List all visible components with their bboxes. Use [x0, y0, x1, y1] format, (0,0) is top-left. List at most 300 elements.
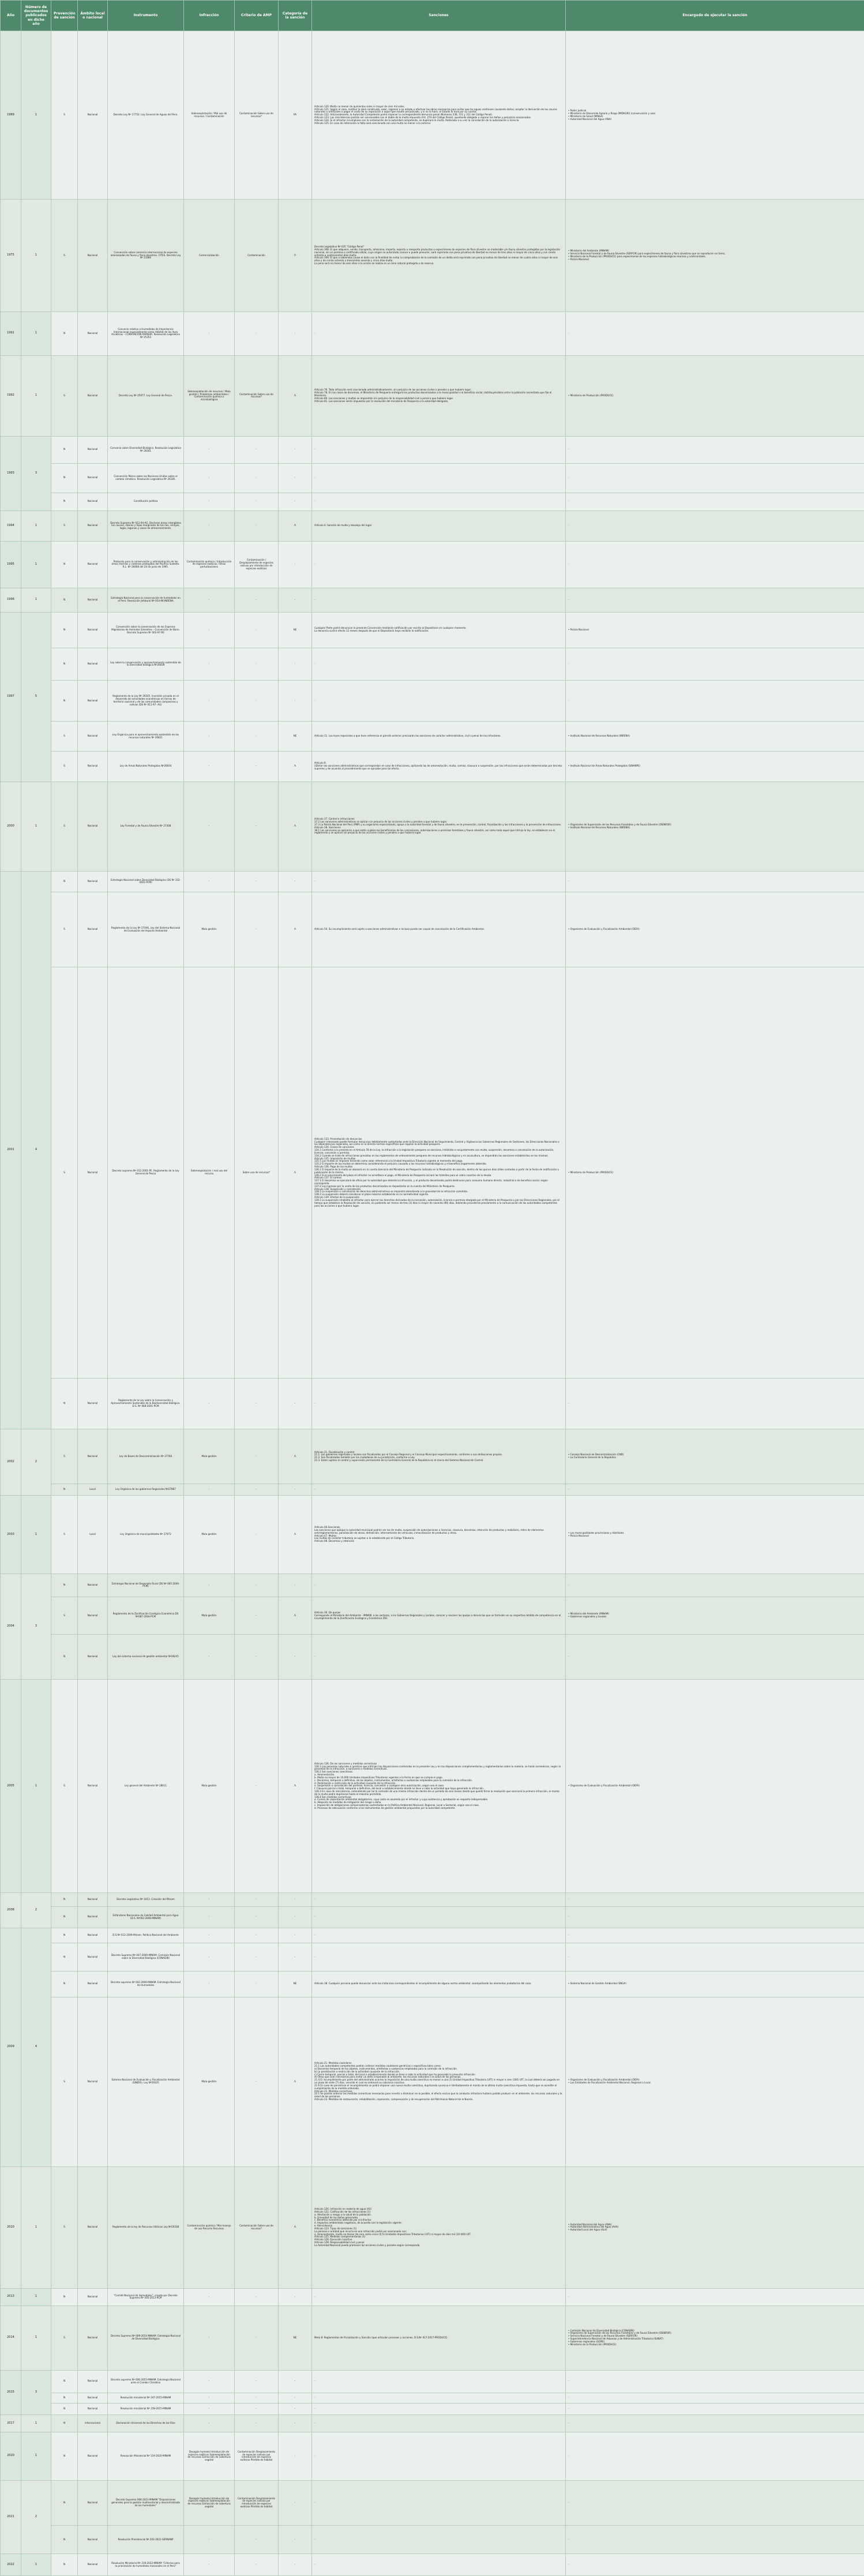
table-row	[1, 1971, 864, 1997]
sanciones-cell: -	[312, 1893, 566, 1906]
instrumento-cell: Estrategia Nacional sobre Diversidad Biológica (DS Nº 102-2001-PCM)	[108, 872, 184, 892]
instrumento-cell: Sistema Nacional de Evaluación y Fiscalización Ambiental (SINEFA). Ley Nº29325	[108, 1997, 184, 2166]
categoria-cell: -	[279, 311, 312, 355]
prevencion-cell: S	[51, 2166, 78, 2289]
sanciones-cell: -	[312, 588, 566, 612]
sanciones-cell: -	[312, 2289, 566, 2306]
categoria-cell: -	[279, 2289, 312, 2306]
year-cell: 2002	[1, 1429, 21, 1496]
criterio-amp-cell: -	[235, 1484, 279, 1496]
table-row	[1, 1597, 864, 1635]
document-count-cell: 4	[21, 1928, 51, 2166]
infraccion-cell: -	[184, 588, 235, 612]
ambito-cell: Nacional	[78, 200, 108, 311]
header-categoria: Categoría de la sanción	[279, 1, 312, 31]
document-count-cell: 1	[21, 510, 51, 541]
sanciones-cell: Artículo 133. Presentación de denuncias Cualquier interesado puede formular denuncias debidamente sustentadas ante la Dirección Nacional de Seguimiento, Control y Vigilancia los Gobiernos Regionales de Gestiones, los Direcciones Nacionales o las dependencias regionales, así como en la directa normas específicas que regulan la actividad pesquera. Artículo 134. Clases de sanciones 134.1 Conforme a lo previsto en el Artículo 78 de la Ley, la infracción a la legislación pesquera se sanciona, indistinta o conjuntamente con multa, suspensión, decomiso o cancelación de la autorización, licencia, concesión o permiso. 134.2 Cuando se trate de infracciones previstas en los reglamentos de ordenamiento pesquero de recursos hidrobiológicos y en acuicultura, se impondrán las sanciones establecidas en los mismos. Artículo 135. Imposición de multas 135.1 Las multas se imponen teniendo como valor referencial a la Unidad Impositiva Tributaria vigente al momento del pago. 135.2 El importe de las multas se determina considerando el perjuicio causado a los recursos hidrobiológicos y el beneficio ilegalmente obtenido. Artículo 136. Pago de las multas 136.1 El importe de la multa se abonará en la cuenta bancaria del Ministerio de Pesquería indicada en la Resolución de sanción, dentro de los quince días útiles contados a partir de la fecha de notificación o publicación de la misma. 136.2 Si el vencimiento del plazo el infractor no acreditara el pago, el Ministerio de Pesquería iniciará los trámites para el cobro coactivo de la deuda. Artículo 137. El comiso 137.1 El decomiso se ejecutará de oficio por la autoridad que detecte la infracción, y el producto decomisado podrá destinarse para consumo humano directo, industrial o de beneficio social, según corresponda. 137.2 Los ingresos por la venta de los productos decomisados se depositarán en la cuenta del Ministerio de Pesquería. Artículo 138. Suspensión y cancelación 138.1 La suspensión o cancelación de derechos administrativos se impondrá atendiendo a la gravedad de la infracción cometida. 138.2 La suspensión deberá considerar el plazo máximo establecido en la normatividad vigente. Artículo 139. Efectos de la suspensión 139.1 La suspensión inhabilita al infractor para ejercer los derechos derivados de la concesión, autorización, licencia o permiso otorgado por el Ministerio de Pesquería o por las Direcciones Regionales, por el tiempo que establece la Resolución de sanción, no pudiendo ser menor de tres (3) días ni mayor de noventa (90) días, debiendo procederse previamente a la comunicación de las autoridades competentes para las acciones a que hubiera lugar.	[312, 967, 566, 1378]
categoria-cell: -	[279, 2554, 312, 2576]
encargado-cell: -	[566, 2404, 864, 2415]
table-row	[1, 1906, 864, 1928]
header-encargado: Encargado de ejecutar la sanción	[566, 1, 864, 31]
encargado-cell: -	[566, 680, 864, 722]
infraccion-cell: -	[184, 1906, 235, 1928]
document-count-cell: 4	[21, 872, 51, 1429]
categoria-cell: NE	[279, 612, 312, 648]
instrumento-cell: Convenio relativo a Humedales de Importancia Internacional especialmente como Hábitat de las Aves Acuáticas – CONVENCIÓN RAMSAR. Resolución Legislativa Nº 25353	[108, 311, 184, 355]
table-row	[1, 1680, 864, 1893]
prevencion-cell: S	[51, 200, 78, 311]
prevencion-cell: S	[51, 967, 78, 1378]
table-row	[1, 588, 864, 612]
ambito-cell: Nacional	[78, 1928, 108, 1943]
document-count-cell: 1	[21, 541, 51, 588]
categoria-cell: A	[279, 1597, 312, 1635]
prevencion-cell: N	[51, 1484, 78, 1496]
categoria-cell: NE	[279, 2305, 312, 2370]
instrumento-cell: Decreto Supremo Nº 007-2009-MINAM. Comisión Nacional sobre la Diversidad Biológica (CONADIB)	[108, 1943, 184, 1971]
table-row	[1, 510, 864, 541]
sanciones-cell: -	[312, 1906, 566, 1928]
criterio-amp-cell: -	[235, 2289, 279, 2306]
sanciones-cell: Artículo 37. Control e infracciones 37.2 Las sanciones administrativas se aplican sin perjuicio de las acciones civiles y penales a que hubiere lugar. 37.3 La Policía Nacional del Perú (PNP) y su organismo especializado, apoya a la autoridad forestal y de fauna silvestre, en la prevención, control, fiscalización y las infracciones y la prevención de infracciones. Artículo 38. Sanciones 38.1 Las sanciones se aplicarán a que estén sujetos los beneficiarios de las concesiones, autorizaciones o permisos forestales y fauna silvestre, así como toda aquel que infrinja la ley, se establecen en el reglamento y se aplican sin perjuicio de las acciones civiles y penales a que hubiera lugar.	[312, 782, 566, 872]
criterio-amp-cell: -	[235, 588, 279, 612]
instrumento-cell: Declaración Universal de los Derechos de los Ríos	[108, 2415, 184, 2432]
categoria-cell: NE	[279, 722, 312, 751]
table-row	[1, 2305, 864, 2370]
table-row	[1, 751, 864, 782]
prevencion-cell: S	[51, 355, 78, 436]
infraccion-cell: -	[184, 2415, 235, 2432]
instrumento-cell: Protocolo para la conservación y administración de las áreas marinas y costeras protegidas del Pacífico Sudeste. R.L. Nº 26468 del 24 de junio de 1995.	[108, 541, 184, 588]
categoria-cell: NE	[279, 1971, 312, 1997]
prevencion-cell: S	[51, 31, 78, 200]
encargado-cell: -	[566, 588, 864, 612]
infraccion-cell: -	[184, 782, 235, 872]
instrumento-cell: Ley de Bases de Descentralización Nº 27783	[108, 1429, 184, 1484]
year-cell: 2022	[1, 2554, 21, 2576]
table-row	[1, 1496, 864, 1574]
criterio-amp-cell: -	[235, 1906, 279, 1928]
table-row	[1, 2554, 864, 2576]
table-row	[1, 2415, 864, 2432]
infraccion-cell: -	[184, 680, 235, 722]
infraccion-cell: Mala gestión	[184, 892, 235, 967]
infraccion-cell: Desagüe humedo Introducción de especies exóticas Sobreexplotación de recursos Extracción de cobertura vegetal	[184, 2480, 235, 2525]
prevencion-cell: S	[51, 782, 78, 872]
prevencion-cell: N	[51, 648, 78, 680]
table-row	[1, 722, 864, 751]
criterio-amp-cell: -	[235, 2370, 279, 2393]
encargado-cell: -	[566, 648, 864, 680]
encargado-cell: -	[566, 510, 864, 541]
encargado-cell: -	[566, 2480, 864, 2525]
infraccion-cell: -	[184, 1971, 235, 1997]
ambito-cell: Nacional	[78, 612, 108, 648]
sanciones-cell: Artículo 120. Infracción en materia de agua (A3) Artículo 122. Calificación de las infracciones (1) a. Afectación o riesgo a la salud de la población. b. Gravedad de los daños generados. c. Beneficio económico obtenido por el infractor. d. Impactos ambientales negativos, de acuerdo con la legislación vigente. e. Reincidencia Artículo 123. Tipos de sanciones (1) La persona o entidad que incurra en una infracción podrá ser sancionada con: a. Amonestación, multa no menor de cero coma cinco (0,5) Unidades Impositivas Tributarias (UIT) ni mayor de diez mil (10 000) UIT. Artículo 125. Medidas complementarias (1) Artículo 126. Ejecución coactiva Artículo 128. Responsabilidad civil y penal La Autoridad Nacional puede promover las acciones civiles y penales según corresponda.	[312, 2166, 566, 2289]
ambito-cell: Nacional	[78, 1680, 108, 1893]
document-count-cell: 1	[21, 31, 51, 200]
ambito-cell: Nacional	[78, 2370, 108, 2393]
encargado-cell: -	[566, 1574, 864, 1597]
instrumento-cell: D.S.Nº 012-2009-Minam. Política Nacional del Ambiente	[108, 1928, 184, 1943]
instrumento-cell: Estrategia Nacional de Desarrollo Rural (DS Nº 065-2004-PCM)	[108, 1574, 184, 1597]
table-row	[1, 2289, 864, 2306]
year-cell: 1991	[1, 311, 21, 355]
encargado-cell: -	[566, 1943, 864, 1971]
header-anio: Año	[1, 1, 21, 31]
infraccion-cell: -	[184, 1893, 235, 1906]
year-cell: 2014	[1, 2305, 21, 2370]
categoria-cell: -	[279, 1943, 312, 1971]
prevencion-cell: N	[51, 2432, 78, 2480]
year-cell: 2003	[1, 1496, 21, 1574]
table-row	[1, 612, 864, 648]
ambito-cell: Nacional	[78, 1943, 108, 1971]
table-row	[1, 2166, 864, 2289]
prevencion-cell: N	[51, 680, 78, 722]
encargado-cell: • Organismo de Evaluación y Fiscalización Ambiental (OEFA)	[566, 1680, 864, 1893]
table-row	[1, 872, 864, 892]
instrumento-cell: Decreto supremo Nº 002-2009-MINAM. Estrategia Nacional de Humedales	[108, 1971, 184, 1997]
document-count-cell: 5	[21, 612, 51, 782]
prevencion-cell: N	[51, 311, 78, 355]
table-row	[1, 2525, 864, 2554]
criterio-amp-cell: -	[235, 1429, 279, 1484]
prevencion-cell: N	[51, 2404, 78, 2415]
prevencion-cell: N	[51, 2525, 78, 2554]
ambito-cell: Local	[78, 1496, 108, 1574]
criterio-amp-cell: -	[235, 1635, 279, 1680]
criterio-amp-cell: -	[235, 493, 279, 510]
infraccion-cell: Contaminación química / Introducción de especies exóticas / Otras perturbaciones	[184, 541, 235, 588]
infraccion-cell: -	[184, 2289, 235, 2306]
ambito-cell: Nacional	[78, 588, 108, 612]
instrumento-cell: Decreto Supremo Nº 012-94-AG. Declaran áreas intangibles los cauces, riberas y fajas marginales de los ríos, arroyos, lagos, lagunas y vasos de almacenamiento.	[108, 510, 184, 541]
ambito-cell: Nacional	[78, 1893, 108, 1906]
criterio-amp-cell: -	[235, 311, 279, 355]
prevencion-cell: N	[51, 2370, 78, 2393]
sanciones-cell: -	[312, 2415, 566, 2432]
criterio-amp-cell: -	[235, 612, 279, 648]
prevencion-cell: N	[51, 1893, 78, 1906]
encargado-cell: -	[566, 311, 864, 355]
header-infraccion: Infracción	[184, 1, 235, 31]
instrumento-cell: Estándares Nacionales de Calidad Ambiental para Agua (D.S. Nº002-2008-MINAM)	[108, 1906, 184, 1928]
ambito-cell: Nacional	[78, 2393, 108, 2404]
prevencion-cell: N	[51, 1971, 78, 1997]
instrumento-cell: "Comité Nacional de Humedales", creado por Decreto Supremo Nº 005-2013-PCM	[108, 2289, 184, 2306]
document-count-cell: 1	[21, 2305, 51, 2370]
encargado-cell: • Ministerio de Producción (PRODUCE)	[566, 967, 864, 1378]
sanciones-cell: Artículo 76. Toda infracción será sancionada administrativamente, sin perjuicio de las acciones civiles o penales a que hubiere lugar. Artículo 78. En los casos de decomiso, el Ministerio de Pesquería entregará los productos decomisados a la municipalidad o al beneficio social, distribuyéndolos entre la población necesitada que fije el Ministerio. Artículo 80. Las sanciones y multas se impondrán sin perjuicio de la responsabilidad civil o penal a que hubiere lugar. Artículo 81. Las sanciones serán impuestas por la resolución del ministerio de Pesquería o la autoridad delegada.	[312, 355, 566, 436]
ambito-cell: Nacional	[78, 355, 108, 436]
sanciones-cell: -	[312, 1484, 566, 1496]
sanciones-cell: Decreto Legislativo Nº 635 "Código Penal" Artículo 308. El que adquiere, vende, transporta, almacena, importa, exporta o reexporta productos o especímenes de especies de flora silvestre no maderable y/o fauna silvestre protegidas por la legislación nacional, sin un permiso o certificado válido, cuyo origen no autorizado conoce o puede presumir, será reprimido con pena privativa de libertad no menor de tres años ni mayor de cinco años y con ciento ochenta a cuatrocientos días-multa. Artículo 309. El que a sabiendas cause el daño con la finalidad de evitar la comprobación de la comisión de un delito será reprimido con pena privativa de libertad no menor de cuatro años ni mayor de seis años y de ciento ochenta a trescientos sesenta y cinco días-multa. La pena será no menor de seis años si la acción se realiza en un área natural protegida o de reserva.	[312, 200, 566, 311]
infraccion-cell: -	[184, 463, 235, 493]
sanciones-cell: -	[312, 541, 566, 588]
prevencion-cell: N	[51, 1378, 78, 1429]
ambito-cell: Nacional	[78, 2305, 108, 2370]
ambito-cell: Nacional	[78, 493, 108, 510]
header-row	[1, 1, 864, 31]
categoria-cell: -	[279, 680, 312, 722]
encargado-cell: • Instituto Nacional de Áreas Naturales Protegidas (SINANPE)	[566, 751, 864, 782]
categoria-cell: -	[279, 872, 312, 892]
infraccion-cell: Mala gestión	[184, 1496, 235, 1574]
prevencion-cell: N	[51, 1928, 78, 1943]
table-row	[1, 311, 864, 355]
categoria-cell: -	[279, 463, 312, 493]
document-count-cell: 1	[21, 2415, 51, 2432]
instrumento-cell: Ley sobre la conservación y aprovechamiento sostenible de la Diversidad biológica Nº26839	[108, 648, 184, 680]
criterio-amp-cell: -	[235, 1928, 279, 1943]
year-cell: 2000	[1, 782, 21, 872]
categoria-cell: -	[279, 2480, 312, 2525]
infraccion-cell: Mala gestión	[184, 1997, 235, 2166]
table-row	[1, 967, 864, 1378]
year-cell: 2010	[1, 2166, 21, 2289]
categoria-cell: -	[279, 493, 312, 510]
document-count-cell: 1	[21, 1496, 51, 1574]
infraccion-cell: Mala gestión	[184, 1429, 235, 1484]
criterio-amp-cell: -	[235, 2525, 279, 2554]
instrumento-cell: Decreto Supremo Nº 009-2014-MINAM. Estrategia Nacional de Diversidad Biológica	[108, 2305, 184, 2370]
prevencion-cell: S	[51, 1597, 78, 1635]
categoria-cell: -	[279, 1484, 312, 1496]
infraccion-cell: Sobreexplotación / Mal uso de recursos / Contaminación	[184, 31, 235, 200]
instrumento-cell: Decreto Supremo 006-2021-MINAM "Disposiciones generales para la gestión multisectorial y descentralizada de los humedales"	[108, 2480, 184, 2525]
prevencion-cell: S	[51, 751, 78, 782]
year-cell: 2005	[1, 1680, 21, 1893]
prevencion-cell: S	[51, 892, 78, 967]
infraccion-cell: -	[184, 751, 235, 782]
criterio-amp-cell: -	[235, 1971, 279, 1997]
document-count-cell: 2	[21, 1429, 51, 1496]
infraccion-cell: Mala gestión	[184, 1680, 235, 1893]
prevencion-cell: N	[51, 1635, 78, 1680]
infraccion-cell: -	[184, 2554, 235, 2576]
infraccion-cell: -	[184, 1943, 235, 1971]
encargado-cell: -	[566, 2525, 864, 2554]
criterio-amp-cell: Contaminación Sobre uso de recursos*	[235, 355, 279, 436]
table-row	[1, 1997, 864, 2166]
prevencion-cell: N	[51, 1943, 78, 1971]
instrumento-cell: Ley Forestal y de Fauna Silvestre Nº 27308	[108, 782, 184, 872]
table-row	[1, 31, 864, 200]
criterio-amp-cell: -	[235, 510, 279, 541]
criterio-amp-cell: -	[235, 1997, 279, 2166]
infraccion-cell: -	[184, 648, 235, 680]
prevencion-cell: N	[51, 463, 78, 493]
ambito-cell: Nacional	[78, 2404, 108, 2415]
header-criterio-amp: Criterio de AMP	[235, 1, 279, 31]
prevencion-cell: N	[51, 2480, 78, 2525]
document-count-cell: 2	[21, 2480, 51, 2554]
categoria-cell: -	[279, 588, 312, 612]
categoria-cell: A	[279, 1496, 312, 1574]
encargado-cell: • Comisión Nacional de Diversidad Biológica (CONADIB) • Organismo de Supervisión de los Recursos Forestales y de Fauna Silvestre (OSINFOR) • Servicio Nacional Forestal y de Fauna Silvestre (SERFOR) • Superintendencia Nacional de Aduanas y de Administración Tributaria (SUNAT) • Gobiernos regionales (GORE) • Ministerio de la Producción (PRODUCE)	[566, 2305, 864, 2370]
categoria-cell: -	[279, 1574, 312, 1597]
ambito-cell: Local	[78, 1484, 108, 1496]
instrumento-cell: Ley del sistema nacional de gestión ambiental Nº28245	[108, 1635, 184, 1680]
infraccion-cell: Contaminación química / Mal manejo de uso Recurso Recursos	[184, 2166, 235, 2289]
prevencion-cell: S	[51, 722, 78, 751]
categoria-cell: -	[279, 1893, 312, 1906]
instrumento-cell: Ley general del Ambiente Nº 28611	[108, 1680, 184, 1893]
encargado-cell: -	[566, 1906, 864, 1928]
document-count-cell: 1	[21, 311, 51, 355]
encargado-cell: -	[566, 2370, 864, 2393]
table-row	[1, 2404, 864, 2415]
sanciones-cell: -	[312, 2393, 566, 2404]
ambito-cell: Nacional	[78, 1635, 108, 1680]
header-instrumento: Instrumento	[108, 1, 184, 31]
instrumento-cell: Constitución política	[108, 493, 184, 510]
instrumento-cell: Decreto Ley Nº 17752. Ley General de Aguas del Perú.	[108, 31, 184, 200]
ambito-cell: Nacional	[78, 2554, 108, 2576]
table-row	[1, 2393, 864, 2404]
document-count-cell: 1	[21, 355, 51, 436]
ambito-cell: Nacional	[78, 782, 108, 872]
categoria-cell: -	[279, 1635, 312, 1680]
year-cell: 2008	[1, 1893, 21, 1928]
categoria-cell: -	[279, 2432, 312, 2480]
table-row	[1, 436, 864, 463]
prevencion-cell: S	[51, 1496, 78, 1574]
categoria-cell: -	[279, 648, 312, 680]
categoria-cell: A	[279, 1680, 312, 1893]
infraccion-cell: -	[184, 1928, 235, 1943]
encargado-cell: -	[566, 1928, 864, 1943]
categoria-cell: A	[279, 892, 312, 967]
ambito-cell: Nacional	[78, 1971, 108, 1997]
sanciones-cell: -	[312, 463, 566, 493]
encargado-cell: • Ministerio del Ambiente (MINAM) • Gobiernos regionales y locales	[566, 1597, 864, 1635]
criterio-amp-cell: -	[235, 1680, 279, 1893]
instrumento-cell: Convención sobre comercio internacional de especies amenazadas de fauna y flora silvestres. CITES. Decreto Ley Nº 21080	[108, 200, 184, 311]
criterio-amp-cell: -	[235, 1893, 279, 1906]
encargado-cell: -	[566, 2393, 864, 2404]
sanciones-cell: Artículo 136. De las sanciones y medidas correctivas 136.1 Las personas naturales o jurídicas que infrinjan las disposiciones contenidas en la presente Ley y en las disposiciones complementarias y reglamentarias sobre la materia, se harán acreedoras, según la gravedad de la infracción, a sanciones o medidas correctivas. 136.2 Son sanciones coercitivas: a. Amonestación. b. Multa no mayor de 10,000 Unidades Impositivas Tributarias vigentes a la fecha en que se cumpla el pago. c. Decomiso, temporal o definitivo, de los objetos, instrumentos, artefactos o sustancias empleados para la comisión de la infracción. d. Paralización o restricción de la actividad causante de la infracción. e. Suspensión o cancelación del permiso, licencia, concesión o cualquier otra autorización, según sea el caso. f. Clausura parcial o total, temporal o definitiva, del local o establecimiento donde se lleve a cabo la actividad que haya generado la infracción. 136.3 En caso de reincidencia, entendiendo por tal la comisión de una misma infracción dentro de un período de seis meses desde que quedó firme la resolución que sancionó la primera infracción, el monto de la multa podrá duplicarse hasta el máximo permitido. 136.4 Son medidas correctivas: a. Cursos de capacitación ambiental obligatorios, cuyo costo es asumido por el infractor y cuya asistencia y aprobación es requisito indispensable. b. Adopción de medidas de mitigación del riesgo o daño. c. Imposición de obligaciones compensatorias sustentadas en la Política Ambiental Nacional, Regional, Local o Sectorial, según sea el caso. d. Procesos de adecuación conforme a los instrumentos de gestión ambiental propuestos por la autoridad competente.	[312, 1680, 566, 1893]
sanciones-cell: -	[312, 436, 566, 463]
table-row	[1, 782, 864, 872]
sanciones-cell: -	[312, 2404, 566, 2415]
instrumento-cell: Convenio sobre Diversidad Biológica. Resolución Legislativa Nº 26181	[108, 436, 184, 463]
prevencion-cell: N	[51, 493, 78, 510]
encargado-cell: -	[566, 1484, 864, 1496]
criterio-amp-cell: Sobre uso de recursos*	[235, 967, 279, 1378]
infraccion-cell: -	[184, 1574, 235, 1597]
categoria-cell: A	[279, 1429, 312, 1484]
instrumento-cell: Decreto Ley Nº 25977. Ley General de Pesca.	[108, 355, 184, 436]
categoria-cell: -	[279, 1906, 312, 1928]
infraccion-cell: Sobreexplotación de recursos / Mala gestión / Problemas ambientales / Contaminación química o microbiológica	[184, 355, 235, 436]
ambito-cell: Nacional	[78, 31, 108, 200]
criterio-amp-cell: Contaminación Desplazamiento de especies nativas por introducción de especies exóticas Pérdida de hábitat	[235, 2480, 279, 2525]
document-count-cell: 1	[21, 2289, 51, 2306]
criterio-amp-cell: -	[235, 751, 279, 782]
table-row	[1, 1378, 864, 1429]
table-row	[1, 1484, 864, 1496]
prevencion-cell: S	[51, 2305, 78, 2370]
categoria-cell: -	[279, 2404, 312, 2415]
ambito-cell: Internacional	[78, 2415, 108, 2432]
infraccion-cell: Sobreexplotación / mal uso del recurso	[184, 967, 235, 1378]
categoria-cell: -	[279, 1928, 312, 1943]
sanciones-cell: -	[312, 1943, 566, 1971]
criterio-amp-cell: -	[235, 2554, 279, 2576]
encargado-cell: • Ministerio de Producción (PRODUCE)	[566, 355, 864, 436]
categoria-cell: -	[279, 436, 312, 463]
encargado-cell: -	[566, 1378, 864, 1429]
instrumento-cell: Reglamento de la Zonificación Ecológica Económica DS Nº087-2004-PCM	[108, 1597, 184, 1635]
sanciones-cell: Artículo 46.Sanciones Las sanciones que aplique la autoridad municipal podrán ser las de multa, suspensión de autorizaciones o licencias, clausura, decomiso, retención de productos y mobiliario, retiro de elementos antirreglamentarios, paralización de obras, demolición, internamiento de vehículos, inmovilización de productos y otras. Artículo 47. Multas Las multas de carácter tributario se sujetan a lo establecido por el Código Tributario. Artículo 48. Decomiso y retención	[312, 1496, 566, 1574]
infraccion-cell: -	[184, 1635, 235, 1680]
sanciones-cell: -	[312, 2480, 566, 2525]
prevencion-cell: N	[51, 1906, 78, 1928]
instrumento-cell: Reglamento de la Ley Nº 26505. Inversión privada en el desarrollo de actividades económicas en tierras de territorio nacional y de las comunidades campesinas y nativas (DS Nº 011-97- AG)	[108, 680, 184, 722]
infraccion-cell: -	[184, 493, 235, 510]
year-cell: 2001	[1, 872, 21, 1429]
categoria-cell: A	[279, 751, 312, 782]
year-cell: 2009	[1, 1928, 21, 2166]
infraccion-cell: -	[184, 436, 235, 463]
sanciones-cell: Artículo 50. Su incumplimiento será sujeto a sanciones administrativas e incluso puede ser causal de cancelación de la Certificación Ambiental.	[312, 892, 566, 967]
encargado-cell: -	[566, 2289, 864, 2306]
ambito-cell: Nacional	[78, 541, 108, 588]
encargado-cell: • Poder Judicial • Ministerio de Desarrollo Agrario y Riego (MIDAGRI) (conservación y uso) • Ministerio de Salud (MINSA) • Autoridad Nacional del Agua (ANA)	[566, 31, 864, 200]
year-cell: 1995	[1, 541, 21, 588]
ambito-cell: Nacional	[78, 892, 108, 967]
prevencion-cell: S	[51, 510, 78, 541]
table-row	[1, 2480, 864, 2525]
sanciones-cell: -	[312, 872, 566, 892]
ambito-cell: Nacional	[78, 967, 108, 1378]
prevencion-cell: N	[51, 1574, 78, 1597]
ambito-cell: Nacional	[78, 722, 108, 751]
categoria-cell: -	[279, 541, 312, 588]
year-cell: 1997	[1, 612, 21, 782]
table-row	[1, 1893, 864, 1906]
document-count-cell: 1	[21, 2166, 51, 2289]
encargado-cell: • Organismo de Evaluación y Fiscalización Ambiental (OEFA)	[566, 892, 864, 967]
infraccion-cell: Comercialización	[184, 200, 235, 311]
table-row	[1, 1429, 864, 1484]
year-cell: 2021	[1, 2480, 21, 2554]
table-row	[1, 892, 864, 967]
infraccion-cell: -	[184, 872, 235, 892]
infraccion-cell: -	[184, 2370, 235, 2393]
categoria-cell: A	[279, 1997, 312, 2166]
ambito-cell: Nacional	[78, 2525, 108, 2554]
document-count-cell: 1	[21, 200, 51, 311]
criterio-amp-cell: -	[235, 1597, 279, 1635]
sanciones-cell: -	[312, 2525, 566, 2554]
ambito-cell: Nacional	[78, 1906, 108, 1928]
header-ambito: Ámbito local o nacional	[78, 1, 108, 31]
year-cell: 2013	[1, 2289, 21, 2306]
ambito-cell: Nacional	[78, 1378, 108, 1429]
instrumento-cell: Decreto supremo Nº 006-2015-MINAM. Estrategia Nacional ante el Cambio Climático	[108, 2370, 184, 2393]
header-prevencion: Prevención de sanción	[51, 1, 78, 31]
year-cell: 2017	[1, 2415, 21, 2432]
document-count-cell: 3	[21, 436, 51, 510]
sanciones-cell: Artículo 11. Las leyes especiales a que hace referencia el párrafo anterior precisarán las sanciones de carácter administrativo, civil o penal de los infractores.	[312, 722, 566, 751]
sanciones-cell: Artículo 38. Cualquier persona puede denunciar ante las instancias correspondientes el incumplimiento de alguna norma ambiental, acompañando los elementos probatorios del caso.	[312, 1971, 566, 1997]
table-row	[1, 541, 864, 588]
encargado-cell: • Instituto Nacional de Recursos Naturales (INRENA)	[566, 722, 864, 751]
encargado-cell: -	[566, 2554, 864, 2576]
